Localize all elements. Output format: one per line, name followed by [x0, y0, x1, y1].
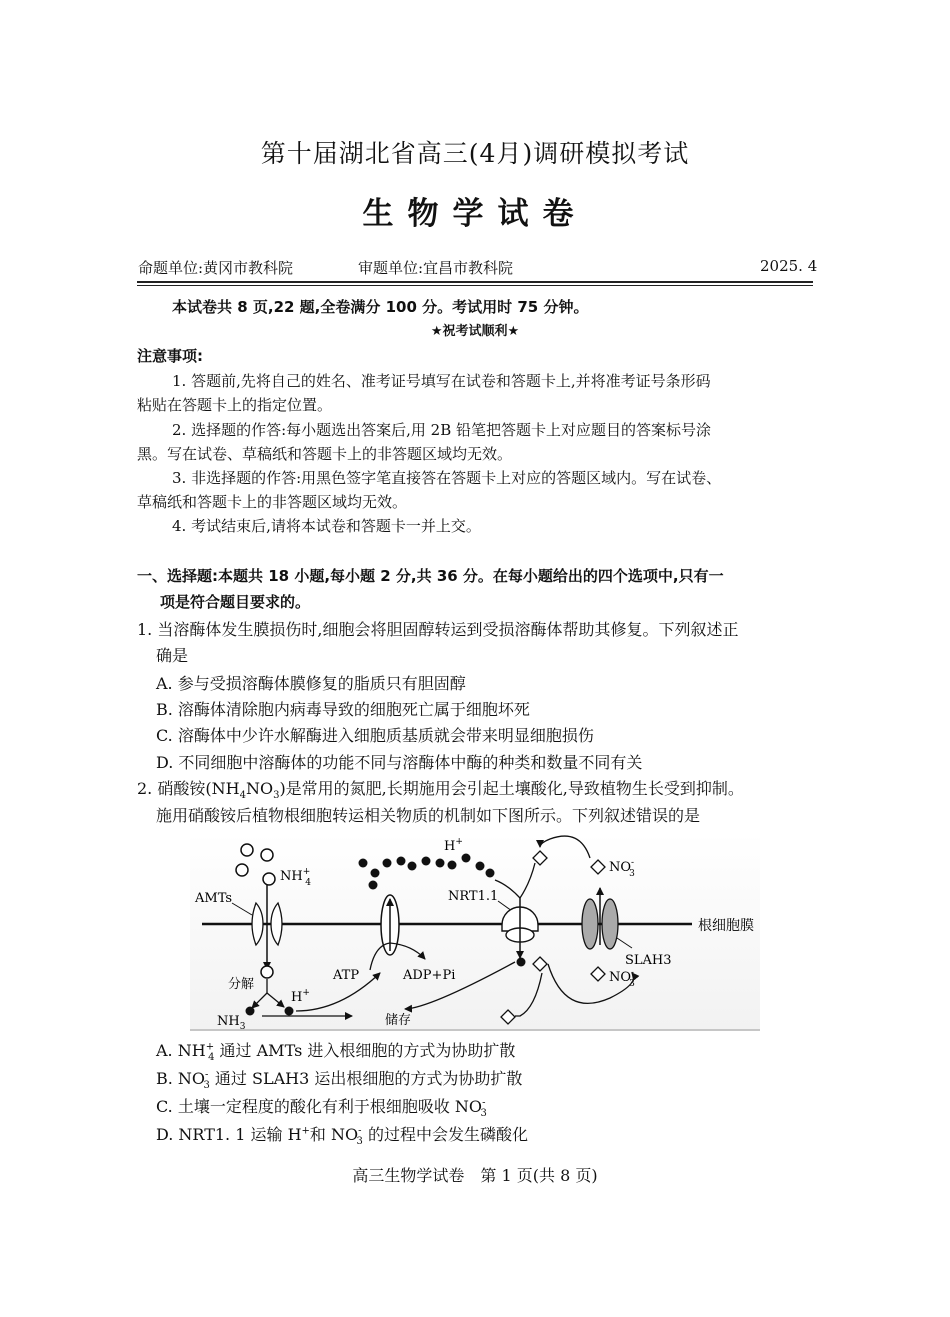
setter-unit: 命题单位:黄冈市教科院 [138, 259, 294, 277]
header-rule-thick [137, 281, 813, 283]
notes-heading: 注意事项: [137, 347, 203, 365]
section-1-heading: 一、选择题:本题共 18 小题,每小题 2 分,共 36 分。在每小题给出的四个选项中,只有一 [137, 567, 724, 585]
note-3-line-2: 草稿纸和答题卡上的非答题区域均无效。 [137, 493, 408, 511]
membrane-label: 根细胞膜 [698, 918, 754, 934]
nh4-circle [261, 849, 273, 861]
q2-stem-line-1: 2. 硝酸铵$(NH_4NO_3)$是常用的氮肥,长期施用会引起土壤酸化,导致植物生长受到抑制。 [137, 779, 744, 802]
h-dot [285, 1007, 294, 1016]
q2-option-d: D. NRT1. 1 运输 H+和 $NO^-_3$ 的过程中会发生磷酸化 [156, 1125, 528, 1148]
breakdown-label: 分解 [228, 977, 255, 992]
note-3-line-1: 3. 非选择题的作答:用黑色签字笔直接答在答题卡上对应的答题区域内。写在试卷、 [172, 469, 722, 487]
note-4: 4. 考试结束后,请将本试卷和答题卡一并上交。 [172, 517, 481, 535]
reviewer-unit: 审题单位:宜昌市教科院 [358, 259, 514, 277]
h-inside-dot [517, 958, 526, 967]
page-footer: 高三生物学试卷 第 1 页(共 8 页) [352, 1166, 598, 1185]
note-1-line-1: 1. 答题前,先将自己的姓名、准考证号填写在试卷和答题卡上,并将准考证号条形码 [172, 372, 711, 390]
q2-option-a: A. $NH^+_4$ 通过 AMTs 进入根细胞的方式为协助扩散 [156, 1041, 516, 1064]
nh4-circle [241, 844, 253, 856]
nh4-circle [236, 864, 248, 876]
q2-option-c: C. 土壤一定程度的酸化有利于根细胞吸收 $NO^-_3$ [156, 1097, 487, 1120]
note-2-line-2: 黑。写在试卷、草稿纸和答题卡上的非答题区域均无效。 [137, 445, 513, 463]
exam-date: 2025. 4 [760, 257, 818, 275]
nh4-inside-circle [261, 966, 273, 978]
h-bottom-label: H+ [291, 988, 310, 1005]
q1-stem-line-1: 1. 当溶酶体发生膜损伤时,细胞会将胆固醇转运到受损溶酶体帮助其修复。下列叙述正 [137, 620, 739, 639]
no3-bottom-label: NO-3 [609, 968, 635, 989]
storage-label: 储存 [385, 1013, 412, 1028]
q1-option-a: A. 参与受损溶酶体膜修复的脂质只有胆固醇 [156, 674, 466, 693]
root-cell-transport-diagram [190, 833, 760, 1031]
note-1-line-2: 粘贴在答题卡上的指定位置。 [137, 396, 333, 414]
q1-option-d: D. 不同细胞中溶酶体的功能不同与溶酶体中酶的种类和数量不同有关 [156, 753, 643, 772]
no3-top-label: NO-3 [609, 858, 635, 879]
q2-option-b: B. $NO^-_3$ 通过 SLAH3 运出根细胞的方式为协助扩散 [156, 1069, 523, 1092]
nrt-label: NRT1.1 [448, 889, 499, 904]
adp-label: ADP+Pi [403, 968, 456, 983]
paper-title: 生物学试卷 [362, 196, 588, 232]
nh4-circle [263, 873, 275, 885]
nh3-label: $NH_3$ [217, 1014, 246, 1031]
q1-option-b: B. 溶酶体清除胞内病毒导致的细胞死亡属于细胞坏死 [156, 700, 530, 719]
slah3-channel-left [582, 899, 598, 949]
paper-summary: 本试卷共 8 页,22 题,全卷满分 100 分。考试用时 75 分钟。 [172, 298, 589, 316]
good-luck-wish: ★祝考试顺利★ [430, 324, 520, 339]
slah3-channel-right [602, 899, 618, 949]
note-2-line-1: 2. 选择题的作答:每小题选出答案后,用 2B 铅笔把答题卡上对应题目的答案标号涂 [172, 421, 712, 439]
q1-option-c: C. 溶酶体中少许水解酶进入细胞质基质就会带来明显细胞损伤 [156, 726, 594, 745]
nh3-dot [246, 1007, 255, 1016]
q2-stem-line-2: 施用硝酸铵后植物根细胞转运相关物质的机制如下图所示。下列叙述错误的是 [156, 806, 701, 825]
nh4-label: NH+ 4 [280, 867, 311, 888]
h-top-label: H+ [444, 837, 463, 854]
atp-label: ATP [333, 968, 360, 983]
exam-title: 第十届湖北省高三(4月)调研模拟考试 [260, 139, 690, 168]
amts-label: AMTs [195, 891, 233, 906]
slah3-label: SLAH3 [625, 953, 672, 968]
q1-stem-line-2: 确是 [156, 646, 189, 665]
section-1-heading-cont: 项是符合题目要求的。 [160, 593, 311, 611]
header-rule-thin [137, 285, 813, 286]
